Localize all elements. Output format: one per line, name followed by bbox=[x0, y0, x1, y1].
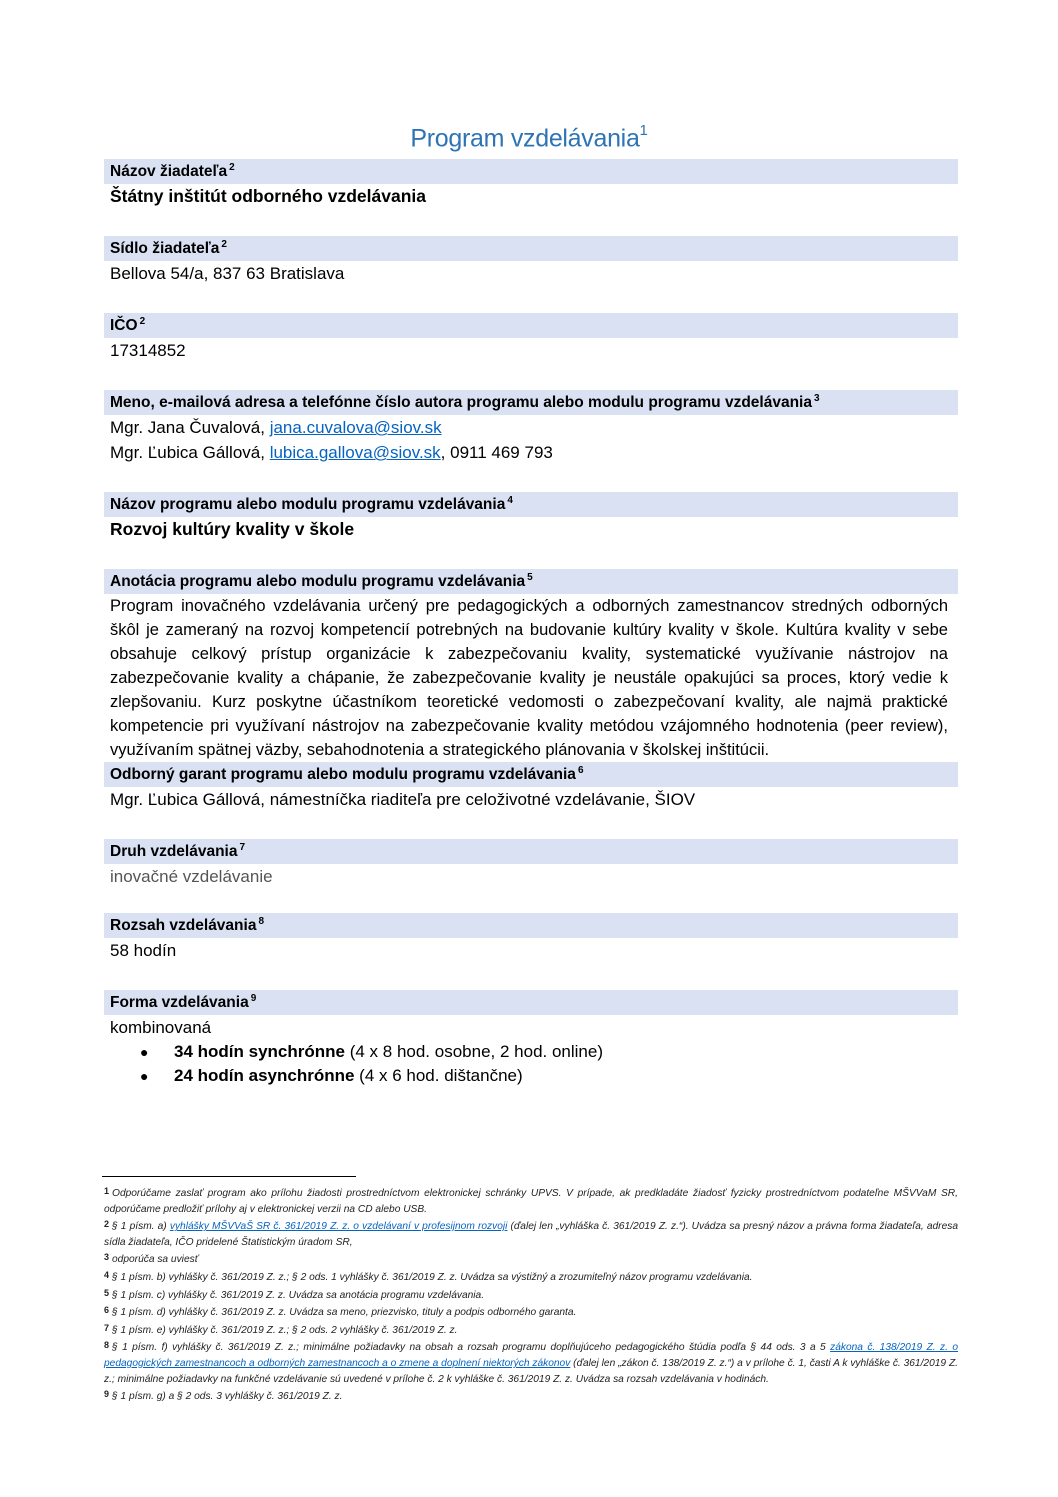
footnote-1: 1 Odporúčame zaslať program ako prílohu žiadosti prostredníctvom elektronickej schránky UPVS. V prípade, ak predkladáte žiadosť fyzicky prostredníctvom podateľne MŠVVaM SR, odporúčame predložiť prílohy aj v elektronickej verzii na CD alebo USB. bbox=[104, 1186, 958, 1215]
education-type-value: inovačné vzdelávanie bbox=[110, 867, 273, 886]
guarantor-header: Odborný garant programu alebo modulu programu vzdelávania $^6$ bbox=[104, 762, 958, 787]
form-bullet-list bbox=[104, 1040, 958, 1088]
footnote-7: 7 § 1 písm. e) vyhlášky č. 361/2019 Z. z.; § 2 ods. 2 vyhlášky č. 361/2019 Z. z. bbox=[104, 1322, 458, 1336]
list-item: ● 24 hodín asynchrónne (4 x 6 hod. dištančne) bbox=[140, 1064, 958, 1088]
footnote-separator bbox=[102, 1176, 356, 1177]
program-name-header: Názov programu alebo modulu programu vzdelávania $^4$ bbox=[104, 492, 958, 517]
footnote-9: 9 § 1 písm. g) a § 2 ods. 3 vyhlášky č. 361/2019 Z. z. bbox=[104, 1389, 343, 1403]
program-name-value: Rozvoj kultúry kvality v škole bbox=[110, 519, 355, 539]
ico-header: IČO $^2$ bbox=[104, 313, 958, 338]
footnote-6: 6 § 1 písm. d) vyhlášky č. 361/2019 Z. z. Uvádza sa meno, priezvisko, tituly a podpis odborného garanta. bbox=[104, 1305, 577, 1319]
author-line-2: Mgr. Ľubica Gállová, lubica.gallova@siov.sk, 0911 469 793 bbox=[110, 443, 553, 462]
footnote-8: 8 § 1 písm. f) vyhlášky č. 361/2019 Z. z.; minimálne požiadavky na obsah a rozsah programu doplňujúceho pedagogického štúdia podľa § 44 ods. 3 a 5 zákona č. 138/2019 Z. z. o pedagogických zamestnancoch a odborných zamestnancoch a o zmene a doplnení niektorých zákonov (ďalej len „zákon č. 138/2019 Z. z.“) a v prílohe č. 1, časti A k vyhláške č. 361/2019 Z. z.; minimálne požiadavky na funkčné vzdelávanie sú uvedené v prílohe č. 2 k vyhláške č. 361/2019 Z. z. Uvádza sa rozsah vzdelávania v hodinách. bbox=[104, 1340, 959, 1385]
footnotes bbox=[104, 1184, 958, 1405]
author-2-email-link[interactable]: lubica.gallova@siov.sk bbox=[269, 443, 441, 462]
law-link[interactable]: zákona č. 138/2019 Z. z. o pedagogických zamestnancoch a odborných zamestnancoch a o zmene a doplnení niektorých zákonov bbox=[104, 1342, 959, 1369]
list-item: ● 34 hodín synchrónne (4 x 8 hod. osobne, 2 hod. online) bbox=[140, 1040, 958, 1064]
applicant-seat-header: Sídlo žiadateľa $^2$ bbox=[104, 236, 958, 261]
footnote-4: 4 § 1 písm. b) vyhlášky č. 361/2019 Z. z.; § 2 ods. 1 vyhlášky č. 361/2019 Z. z. Uvádza sa výstižný a zrozumiteľný názov programu vzdelávania. bbox=[104, 1269, 753, 1283]
footnote-5: 5 § 1 písm. c) vyhlášky č. 361/2019 Z. z. Uvádza sa anotácia programu vzdelávania. bbox=[104, 1287, 485, 1301]
annotation-header: Anotácia programu alebo modulu programu vzdelávania $^5$ bbox=[104, 569, 958, 594]
author-header: Meno, e-mailová adresa a telefónne číslo autora programu alebo modulu programu vzdelávania $^3$ bbox=[104, 390, 958, 415]
annotation-text: Program inovačného vzdelávania určený pre pedagogických a odborných zamestnancov stredných odborných škôl je zameraný na rozvoj kompetencií potrebných na budovanie kultúry kvality v škole. Kultúra kvality v sebe obsahuje celkový prístup organizácie k zabezpečovaniu kvality, systematické využívanie nástrojov na zabezpečovanie kvality a chápanie, že zabezpečovanie kvality je neustále opakujúci sa proces, ktorý vedie k zlepšovaniu. Kurz poskytne účastníkom teoretické vedomosti o zabezpečovaní kvality, ale najmä praktické kompetencie pri využívaní nástrojov na zabezpečovanie kvality metódou vzájomného hodnotenia (peer review), využívaním spätnej väzby, sebahodnotenia a strategického plánovania v školskej inštitúcii. bbox=[110, 597, 948, 759]
applicant-seat-value: Bellova 54/a, 837 63 Bratislava bbox=[110, 264, 345, 283]
form-value: kombinovaná bbox=[110, 1018, 212, 1037]
scope-value: 58 hodín bbox=[110, 941, 177, 960]
decree-link[interactable]: vyhlášky MŠVVaŠ SR č. 361/2019 Z. z. o vzdelávaní v profesijnom rozvoji bbox=[169, 1221, 508, 1233]
guarantor-value: Mgr. Ľubica Gállová, námestníčka riaditeľa pre celoživotné vzdelávanie, ŠIOV bbox=[110, 790, 696, 809]
form-content bbox=[104, 159, 958, 1088]
applicant-name-value: Štátny inštitút odborného vzdelávania bbox=[110, 186, 427, 206]
page-title: Program vzdelávania$^1$ bbox=[410, 122, 648, 153]
education-type-header: Druh vzdelávania $^7$ bbox=[104, 839, 958, 864]
scope-header: Rozsah vzdelávania $^8$ bbox=[104, 913, 958, 938]
form-header: Forma vzdelávania $^9$ bbox=[104, 990, 958, 1015]
author-1-email-link[interactable]: jana.cuvalova@siov.sk bbox=[269, 418, 442, 437]
ico-value: 17314852 bbox=[110, 341, 186, 360]
author-line-1: Mgr. Jana Čuvalová, jana.cuvalova@siov.sk bbox=[110, 418, 442, 437]
footnote-2: 2 § 1 písm. a) vyhlášky MŠVVaŠ SR č. 361/2019 Z. z. o vzdelávaní v profesijnom rozvoji (ďalej len „vyhláška č. 361/2019 Z. z.“). Uvádza sa presný názov a právna forma žiadateľa, adresa sídla žiadateľa, IČO pridelené Štatistickým úradom SR, bbox=[104, 1219, 958, 1248]
title-footnote-ref: 1 bbox=[639, 122, 648, 139]
applicant-name-header: Názov žiadateľa $^2$ bbox=[104, 159, 958, 184]
footnote-3: 3 odporúča sa uviesť bbox=[104, 1252, 199, 1266]
